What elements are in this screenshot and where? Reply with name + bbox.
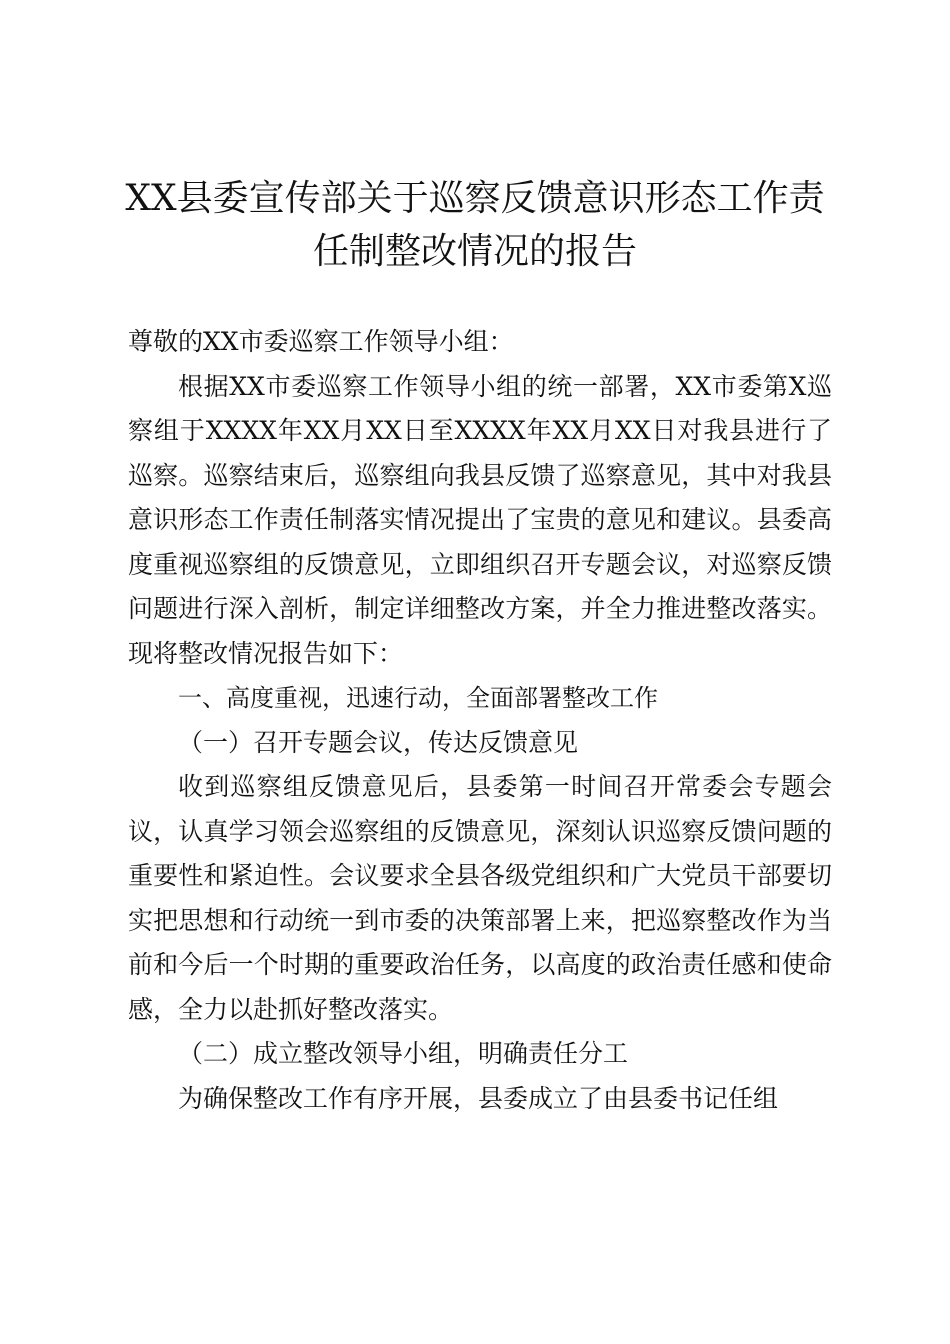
document-title: XX县委宣传部关于巡察反馈意识形态工作责任制整改情况的报告	[125, 178, 825, 272]
subsection-heading-1: （一）召开专题会议，传达反馈意见	[178, 727, 579, 757]
salutation: 尊敬的XX市委巡察工作领导小组：	[128, 327, 514, 356]
section-heading-1: 一、高度重视，迅速行动，全面部署整改工作	[178, 684, 658, 712]
subsection-heading-2: （二）成立整改领导小组，明确责任分工	[178, 1039, 629, 1068]
subsection-2-paragraph: 为确保整改工作有序开展，县委成立了由县委书记任组	[178, 1083, 779, 1113]
document-body	[128, 320, 832, 1121]
intro-paragraph: 根据XX市委巡察工作领导小组的统一部署，XX市委第X巡察组于XXXX年XX月XX日至XXXX年XX月XX日对我县进行了巡察。巡察结束后，巡察组向我县反馈了巡察意见，其中对我县意识形态工作责任制落实情况提出了宝贵的意见和建议。县委高度重视巡察组的反馈意见，立即组织召开专题会议，对巡察反馈问题进行深入剖析，制定详细整改方案，并全力推进整改落实。现将整改情况报告如下：	[128, 371, 832, 668]
subsection-1-paragraph: 收到巡察组反馈意见后，县委第一时间召开常委会专题会议，认真学习领会巡察组的反馈意见，深刻认识巡察反馈问题的重要性和紧迫性。会议要求全县各级党组织和广大党员干部要切实把思想和行动统一到市委的决策部署上来，把巡察整改作为当前和今后一个时期的重要政治任务，以高度的政治责任感和使命感，全力以赴抓好整改落实。	[128, 772, 832, 1024]
